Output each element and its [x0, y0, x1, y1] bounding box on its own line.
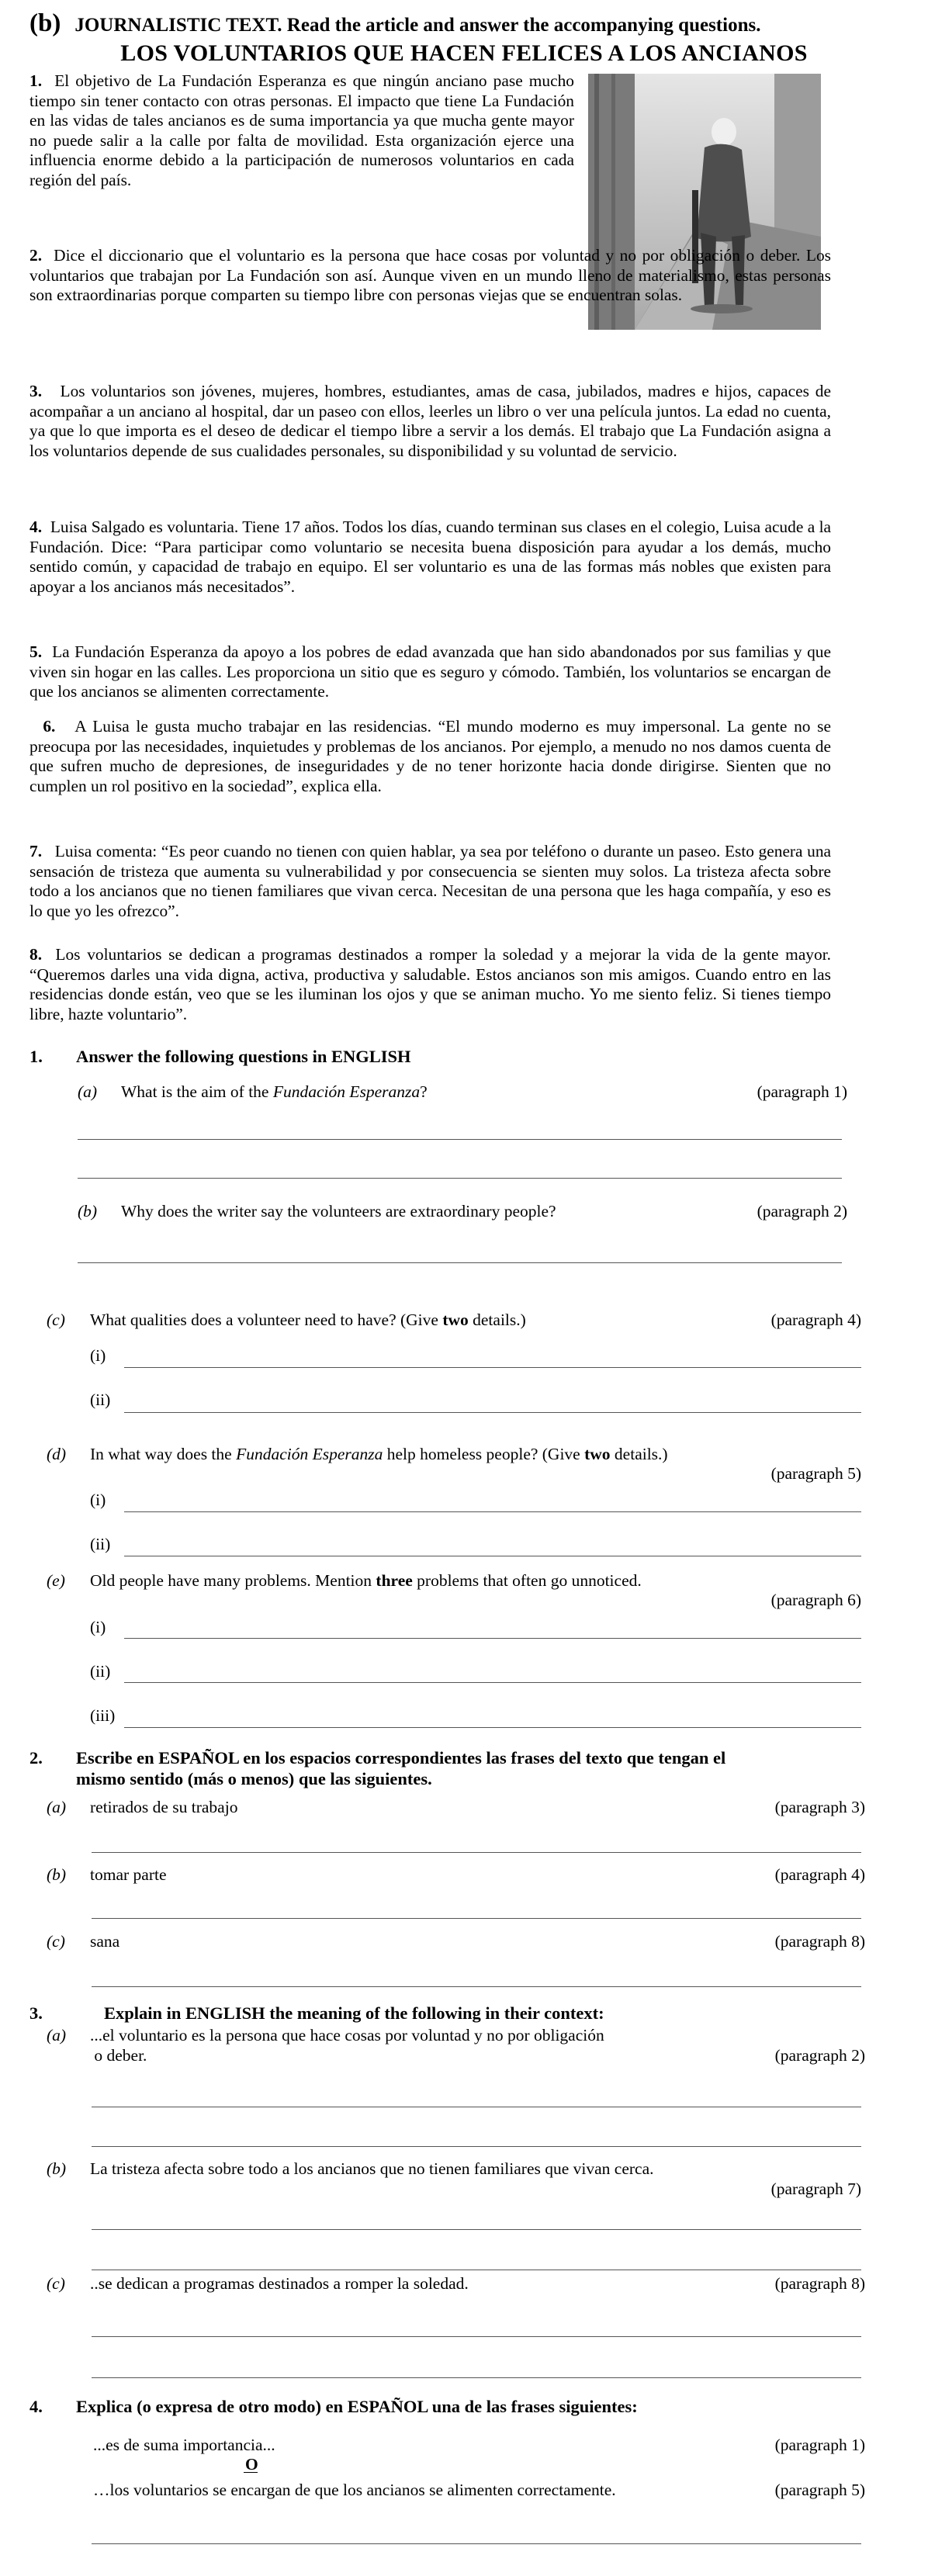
paragraph-8: 8. Los voluntarios se dedican a programas destinados a romper la soledad y a mejorar la vida de la gente mayor. “Queremos darles una vida digna, activa, productiva y saludable. Estos ancianos son mis amigos. Cuando entro en las residencias donde están, veo que se les iluminan los ojos y que se animan mucho. Yo me siento feliz. Si tienes tiempo libre, hazte voluntario”.: [29, 945, 831, 1023]
answer-line[interactable]: [92, 1986, 861, 1987]
answer-line[interactable]: [92, 2543, 861, 2544]
answer-line[interactable]: [124, 1367, 861, 1368]
paragraph-6: 6. A Luisa le gusta mucho trabajar en las residencias. “El mundo moderno es muy impersonal. La gente no se preocupa por las necesidades, inquietudes y problemas de los ancianos. Por ejemplo, a menudo no nos damos cuenta de que sufren mucho de depresiones, de inseguridades y de no tener horizonte hacia donde dirigirse. Sienten que no cumplen un rol positivo en la sociedad”, explica ella.: [29, 717, 831, 795]
q1d-ref: (paragraph 5): [770, 1464, 861, 1483]
answer-line[interactable]: [92, 2336, 861, 2337]
q1-heading: 1. Answer the following questions in ENGLISH: [29, 1047, 411, 1066]
roman-i: (i): [90, 1491, 106, 1509]
answer-line[interactable]: [92, 2146, 861, 2147]
q3-heading: 3. Explain in ENGLISH the meaning of the following in their context:: [29, 2003, 604, 2023]
q2c-question: (c) sana (paragraph 8): [47, 1932, 865, 1951]
article-title: LOS VOLUNTARIOS QUE HACEN FELICES A LOS ANCIANOS: [120, 40, 808, 66]
answer-line[interactable]: [78, 1262, 842, 1263]
roman-i: (i): [90, 1346, 106, 1365]
answer-line[interactable]: [124, 1682, 861, 1683]
q2-heading: 2. Escribe en ESPAÑOL en los espacios correspondientes las frases del texto que tengan el mismo sentido (más o menos) que las siguientes.: [29, 1748, 726, 1788]
q3b-ref: (paragraph 7): [770, 2180, 861, 2198]
q1b-ref: (paragraph 2): [757, 1202, 847, 1220]
q1a-question: (a) What is the aim of the Fundación Esperanza? (paragraph 1): [78, 1082, 847, 1101]
answer-line[interactable]: [124, 1727, 861, 1728]
q2b-ref: (paragraph 4): [774, 1865, 865, 1884]
answer-line[interactable]: [78, 1178, 842, 1179]
roman-ii: (ii): [90, 1390, 111, 1409]
q4-option-2: …los voluntarios se encargan de que los ancianos se alimenten correctamente. (paragraph 5): [93, 2481, 865, 2499]
answer-line[interactable]: [92, 2377, 861, 2378]
q1e-ref: (paragraph 6): [770, 1591, 861, 1609]
q1e-question: (e) Old people have many problems. Mention three problems that often go unnoticed.: [47, 1571, 642, 1590]
or-underline: [244, 2472, 258, 2473]
roman-ii: (ii): [90, 1662, 111, 1681]
q2a-ref: (paragraph 3): [774, 1798, 865, 1816]
paragraph-4: 4. Luisa Salgado es voluntaria. Tiene 17 años. Todos los días, cuando terminan sus clases en el colegio, Luisa acude a la Fundación. Dice: “Para participar como voluntario se necesita buena disposición para ayudar a los demás, mucho sentido común, y capacidad de trabajo en equipo. El ser voluntario es una de las formas más nobles que existen para apoyar a los ancianos más necesitados”.: [29, 518, 832, 596]
roman-iii: (iii): [90, 1706, 116, 1725]
q3a-question: (a) ...el voluntario es la persona que hace cosas por voluntad y no por obligación o deber.: [47, 2026, 604, 2065]
answer-line[interactable]: [124, 1412, 861, 1413]
answer-line[interactable]: [92, 1918, 861, 1919]
q2a-question: (a) retirados de su trabajo (paragraph 3): [47, 1798, 865, 1816]
paragraph-2: 2. Dice el diccionario que el voluntario es la persona que hace cosas por voluntad y no por obligación o deber. Los voluntarios que trabajan por La Fundación son así. Aunque viven en un mundo lleno de materialismo, estas personas son extraordinarias porque comparten su tiempo libre con personas viejas que se encuentran solas.: [29, 246, 831, 304]
q2b-question: (b) tomar parte (paragraph 4): [47, 1865, 865, 1884]
q1c-ref: (paragraph 4): [770, 1311, 861, 1329]
section-heading: [29, 9, 760, 38]
or-label: O: [245, 2455, 258, 2474]
q3c-question: (c) ..se dedican a programas destinados a romper la soledad. (paragraph 8): [47, 2274, 865, 2293]
paragraph-3: 3. Los voluntarios son jóvenes, mujeres, hombres, estudiantes, amas de casa, jubilados, madres e hijos, capaces de acompañar a un anciano al hospital, dar un paseo con ellos, leerles un libro o ver una película juntos. La edad no cuenta, ya que lo que importa es el deseo de dedicar el tiempo libre a servir a los demás. El trabajo que La Fundación asigna a los voluntarios depende de sus cualidades personales, su disponibilidad y su voluntad de servicio.: [29, 382, 831, 460]
q3c-ref: (paragraph 8): [774, 2274, 865, 2293]
q4-option-2-ref: (paragraph 5): [774, 2481, 865, 2499]
q4-option-1: ...es de suma importancia... (paragraph 1): [93, 2436, 865, 2454]
answer-line[interactable]: [124, 1638, 861, 1639]
answer-line[interactable]: [92, 2229, 861, 2230]
paragraph-1: 1. El objetivo de La Fundación Esperanza es que ningún anciano pase mucho tiempo sin tener contacto con otras personas. El impacto que tiene La Fundación en las vidas de tales ancianos es de suma importancia ya que mucha gente mayor no puede salir a la calle por falta de movilidad. Esta organización ejerce una influencia enorme debido a la participación de numerosos voluntarios en cada región del país.: [29, 71, 574, 189]
roman-ii: (ii): [90, 1535, 111, 1553]
q1b-question: (b) Why does the writer say the volunteers are extraordinary people? (paragraph 2): [78, 1202, 847, 1220]
answer-line[interactable]: [78, 1139, 842, 1140]
q1c-question: (c) What qualities does a volunteer need to have? (Give two details.) (paragraph 4): [47, 1311, 861, 1329]
q1a-ref: (paragraph 1): [757, 1082, 847, 1101]
section-instruction: JOURNALISTIC TEXT. Read the article and answer the accompanying questions.: [74, 15, 761, 36]
q1d-question: (d) In what way does the Fundación Esperanza help homeless people? (Give two details.): [47, 1445, 668, 1463]
roman-i: (i): [90, 1618, 106, 1636]
paragraph-7: 7. Luisa comenta: “Es peor cuando no tienen con quien hablar, ya sea por teléfono o durante un paseo. Esto genera una sensación de tristeza que aumenta su vulnerabilidad y por consecuencia se sienten muy solos. La tristeza afecta sobre todo a los ancianos que no tienen familiares que vivan cerca. Necesitan de una persona que les haga compañía, y eso es lo que yo les ofrezco”.: [29, 842, 832, 920]
q4-heading: 4. Explica (o expresa de otro modo) en ESPAÑOL una de las frases siguientes:: [29, 2397, 638, 2416]
q2c-ref: (paragraph 8): [774, 1932, 865, 1951]
answer-line[interactable]: [92, 1852, 861, 1853]
paragraph-5: 5. La Fundación Esperanza da apoyo a los pobres de edad avanzada que han sido abandonados por sus familias y que viven sin hogar en las calles. Les proporciona un sitio que es seguro y cómodo. También, los voluntarios se encargan de que los ancianos se alimenten correctamente.: [29, 642, 832, 701]
q3b-question: (b) La tristeza afecta sobre todo a los ancianos que no tienen familiares que vivan cerca.: [47, 2159, 654, 2178]
q4-option-1-ref: (paragraph 1): [774, 2436, 865, 2454]
section-mark: (b): [29, 9, 61, 37]
q3a-ref: (paragraph 2): [774, 2046, 865, 2065]
answer-line[interactable]: [124, 1511, 861, 1512]
